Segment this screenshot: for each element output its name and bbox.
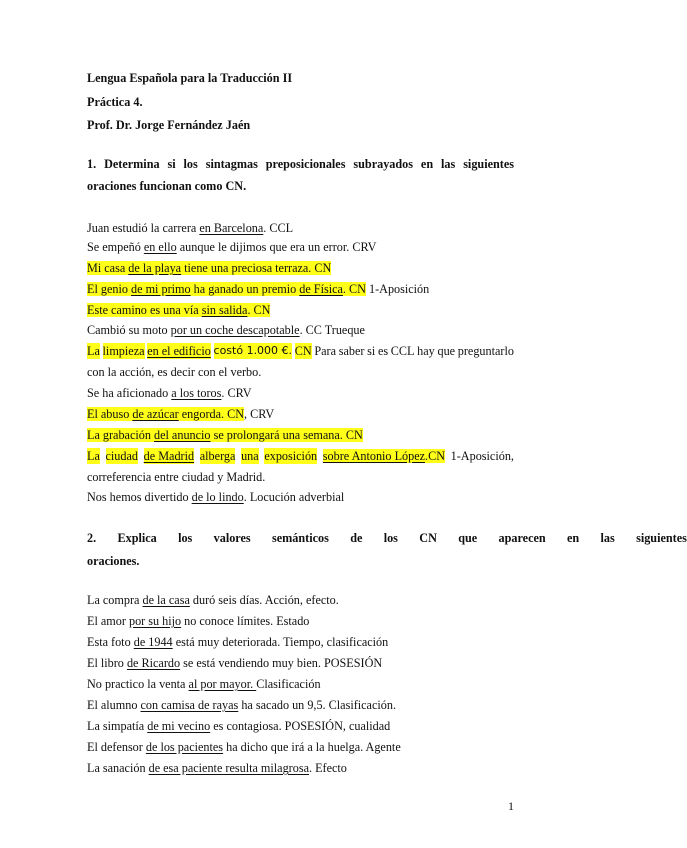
text: Mi casa: [87, 261, 129, 275]
s1-sentence-5: [87, 302, 514, 318]
s1-sentence-11: [87, 448, 514, 464]
section1-heading-line1: [87, 156, 514, 172]
s1-sentence-12: [87, 489, 514, 505]
heading-word: preposicionales: [265, 157, 346, 171]
word: ciudad: [105, 449, 139, 463]
annotation: , CRV: [244, 407, 275, 421]
sans-fragment: costó 1.000 €.: [213, 344, 293, 357]
answer-label: CN: [294, 344, 312, 358]
text: La grabación: [87, 428, 154, 442]
underlined-phrase: en el edificio: [147, 344, 211, 358]
heading-word: de: [350, 531, 363, 545]
text: se prolongará una semana. CN: [210, 428, 363, 442]
word: una: [241, 449, 259, 463]
underlined-phrase: de Madrid: [143, 449, 195, 463]
heading-word: semánticos: [271, 531, 329, 545]
underlined-phrase: por un coche descapotable: [170, 323, 300, 337]
underlined-phrase: en ello: [143, 240, 177, 254]
heading-word: 2.: [87, 531, 97, 545]
word: alberga: [199, 449, 236, 463]
text: . Efecto: [309, 761, 347, 775]
s1-sentence-6: [87, 322, 514, 338]
highlighted-sentence: [87, 428, 363, 442]
heading-word: 1.: [87, 157, 97, 171]
text: El defensor: [87, 740, 146, 754]
word: preguntarlo: [457, 344, 514, 358]
heading-word: en: [420, 157, 434, 171]
underlined-phrase: en Barcelona: [199, 221, 264, 235]
text: Nos hemos divertido: [87, 490, 192, 504]
text: Se empeñó: [87, 240, 144, 254]
text: Cambió su moto: [87, 323, 171, 337]
word: La: [87, 344, 100, 358]
word: limpieza: [102, 344, 145, 358]
underlined-phrase: de 1944: [133, 635, 173, 649]
text: El libro: [87, 656, 127, 670]
text: El abuso: [87, 407, 133, 421]
s2-sentence-1: [87, 592, 514, 608]
heading-word: sintagmas: [205, 157, 258, 171]
highlighted-sentence: [87, 282, 366, 296]
heading-word: aparecen: [498, 531, 546, 545]
underlined-phrase: con camisa de rayas: [140, 698, 239, 712]
text: El alumno: [87, 698, 141, 712]
text: . CRV: [221, 386, 252, 400]
annotation: 1-Aposición: [365, 282, 430, 296]
professor-name: Prof. Dr. Jorge Fernández Jaén: [87, 118, 251, 132]
underlined-phrase: de Ricardo: [126, 656, 181, 670]
heading-word: los: [183, 157, 198, 171]
heading-word: en: [567, 531, 580, 545]
underlined-phrase: de la playa: [128, 261, 182, 275]
word: La: [87, 449, 100, 463]
text: . Locución adverbial: [243, 490, 345, 504]
word: CCL: [390, 344, 415, 358]
text: El amor: [87, 614, 129, 628]
s1-sentence-11-cont: correferencia entre ciudad y Madrid.: [87, 470, 266, 484]
text: . CCL: [263, 221, 294, 235]
text: es contagiosa. POSESIÓN, cualidad: [210, 719, 391, 733]
word: hay: [417, 344, 435, 358]
heading-word: siguientes: [636, 531, 687, 545]
heading-word: CN: [419, 531, 437, 545]
text: tiene una preciosa terraza. CN: [181, 261, 332, 275]
section2-heading-line2: oraciones.: [87, 554, 140, 568]
word: es: [377, 344, 389, 358]
underlined-phrase: del anuncio: [154, 428, 211, 442]
heading-word: si: [167, 157, 176, 171]
underlined-phrase: de mi primo: [131, 282, 191, 296]
word: saber: [338, 344, 365, 358]
underlined-phrase: de Física: [299, 282, 343, 296]
practice-title: Práctica 4.: [87, 95, 143, 109]
heading-word: siguientes: [463, 157, 514, 171]
text: La sanación: [87, 761, 149, 775]
s1-sentence-2: [87, 239, 514, 255]
underlined-phrase: sin salida: [201, 303, 248, 317]
s2-sentence-8: [87, 739, 514, 755]
text: . CN: [342, 282, 366, 296]
underlined-phrase: por su hijo: [128, 614, 182, 628]
text: El genio: [87, 282, 132, 296]
text: no conoce límites. Estado: [181, 614, 310, 628]
text: Esta foto: [87, 635, 134, 649]
heading-word: Determina: [104, 157, 160, 171]
text: se está vendiendo muy bien. POSESIÓN: [180, 656, 383, 670]
page-number: 1: [508, 799, 514, 813]
s2-sentence-4: [87, 655, 514, 671]
word: que: [437, 344, 456, 358]
section2-heading-line1: [87, 530, 687, 546]
underlined-phrase: de lo lindo: [191, 490, 244, 504]
heading-word: los: [383, 531, 398, 545]
heading-word: las: [441, 157, 456, 171]
text: La simpatía: [87, 719, 148, 733]
heading-word: los: [178, 531, 193, 545]
s1-sentence-9: [87, 406, 514, 422]
heading-word: que: [458, 531, 478, 545]
section1-heading-text: [87, 156, 514, 172]
answer-label: .CN: [425, 449, 445, 463]
text: ha sacado un 9,5. Clasificación.: [238, 698, 396, 712]
s2-sentence-2: [87, 613, 514, 629]
s1-sentence-4: [87, 281, 514, 297]
s1-sentence-8: [87, 385, 514, 401]
heading-word: Explica: [117, 531, 157, 545]
text: duró seis días. Acción, efecto.: [189, 593, 339, 607]
highlighted-sentence: [87, 407, 244, 421]
text: No practico la venta: [87, 677, 189, 691]
underlined-phrase: a los toros: [171, 386, 222, 400]
heading-word: subrayados: [353, 157, 413, 171]
highlighted-sentence: [87, 303, 270, 317]
text: . CC Trueque: [299, 323, 365, 337]
highlighted-sentence: [87, 261, 331, 275]
text: . CN: [247, 303, 271, 317]
text: Clasificación: [256, 677, 321, 691]
s2-sentence-5: [87, 676, 514, 692]
s1-sentence-1: [87, 220, 514, 236]
s1-sentence-10: [87, 427, 514, 443]
underlined-phrase: de la casa: [142, 593, 190, 607]
underlined-phrase: de esa paciente resulta milagrosa: [148, 761, 309, 775]
section1-heading-line2: oraciones funcionan como CN.: [87, 179, 247, 193]
heading-word: las: [600, 531, 615, 545]
annotation: 1-Aposición,: [450, 449, 514, 463]
text: aunque le dijimos que era un error. CRV: [176, 240, 377, 254]
underlined-phrase: de los pacientes: [145, 740, 224, 754]
s2-sentence-7: [87, 718, 514, 734]
text: ha dicho que irá a la huelga. Agente: [223, 740, 401, 754]
s2-sentence-3: [87, 634, 514, 650]
text: ha ganado un premio: [190, 282, 300, 296]
underlined-phrase: sobre Antonio López: [322, 449, 426, 463]
course-title: Lengua Española para la Traducción II: [87, 71, 293, 85]
s2-sentence-6: [87, 697, 514, 713]
s2-sentence-9: [87, 760, 514, 776]
s1-sentence-7: [87, 343, 514, 359]
underlined-phrase: al por mayor.: [188, 677, 257, 691]
s1-sentence-7-cont: con la acción, es decir con el verbo.: [87, 365, 262, 379]
text: Este camino es una vía: [87, 303, 202, 317]
text: Se ha aficionado: [87, 386, 172, 400]
text: engorda. CN: [178, 407, 245, 421]
word: exposición: [264, 449, 318, 463]
heading-word: valores: [213, 531, 251, 545]
word: si: [367, 344, 376, 358]
text: Juan estudió la carrera: [87, 221, 200, 235]
s1-sentence-3: [87, 260, 514, 276]
underlined-phrase: de azúcar: [132, 407, 179, 421]
text: La compra: [87, 593, 143, 607]
underlined-phrase: de mi vecino: [147, 719, 211, 733]
text: está muy deteriorada. Tiempo, clasificación: [172, 635, 389, 649]
word: Para: [314, 344, 337, 358]
